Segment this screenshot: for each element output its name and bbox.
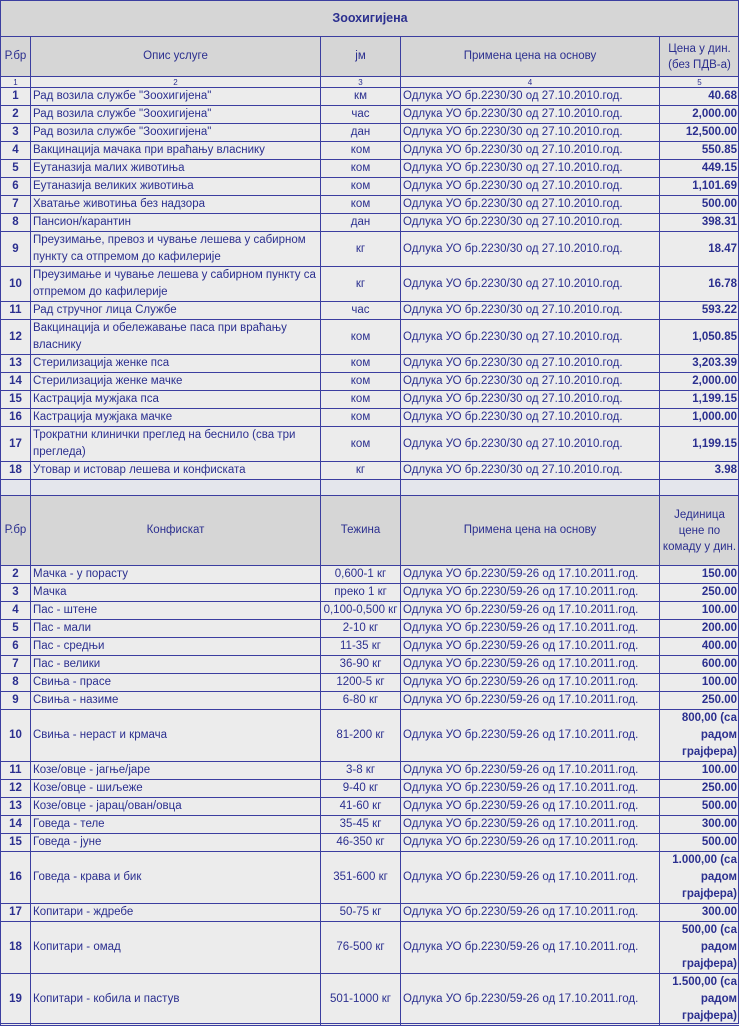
pricing-basis: Одлука УО бр.2230/30 од 27.10.2010.год. (401, 267, 660, 302)
confiscate-description: Козе/овце - јарац/ован/овца (31, 798, 321, 816)
row-number: 4 (1, 142, 31, 160)
price: 200.00 (660, 620, 739, 638)
row-number: 9 (1, 232, 31, 267)
service-description: Трократни клинички преглед на беснило (сва три прегледа) (31, 427, 321, 462)
weight: 501-1000 кг (321, 974, 401, 1026)
unit: дан (321, 214, 401, 232)
pricing-basis: Одлука УО бр.2230/59-26 од 17.10.2011.год. (401, 584, 660, 602)
unit: ком (321, 391, 401, 409)
header-price (660, 37, 739, 77)
table-row (1, 584, 739, 602)
pricing-basis: Одлука УО бр.2230/59-26 од 17.10.2011.год. (401, 974, 660, 1026)
table-row (1, 904, 739, 922)
pricing-basis: Одлука УО бр.2230/59-26 од 17.10.2011.год. (401, 798, 660, 816)
row-number: 10 (1, 710, 31, 762)
service-description: Стерилизација женке пса (31, 355, 321, 373)
table-row (1, 232, 739, 267)
unit: ком (321, 320, 401, 355)
confiscate-description: Копитари - кобила и пастув (31, 974, 321, 1026)
row-number: 13 (1, 355, 31, 373)
unit: ком (321, 409, 401, 427)
table-row (1, 834, 739, 852)
price: 300.00 (660, 904, 739, 922)
service-description: Вакцинација мачака при враћању власнику (31, 142, 321, 160)
table-row (1, 692, 739, 710)
pricing-basis: Одлука УО бр.2230/59-26 од 17.10.2011.год. (401, 620, 660, 638)
header-weight: Тежина (321, 496, 401, 566)
table-row (1, 142, 739, 160)
pricing-basis: Одлука УО бр.2230/30 од 27.10.2010.год. (401, 373, 660, 391)
service-description: Рад возила службе "Зоохигијена" (31, 124, 321, 142)
price: 18.47 (660, 232, 739, 267)
unit: ком (321, 427, 401, 462)
pricing-basis: Одлука УО бр.2230/30 од 27.10.2010.год. (401, 391, 660, 409)
table-row (1, 656, 739, 674)
service-description: Еутаназија малих животиња (31, 160, 321, 178)
price: 3.98 (660, 462, 739, 480)
pricing-basis: Одлука УО бр.2230/59-26 од 17.10.2011.год. (401, 816, 660, 834)
price: 400.00 (660, 638, 739, 656)
table-row (1, 974, 739, 1026)
unit: кг (321, 267, 401, 302)
header-desc: Конфискат (31, 496, 321, 566)
col-number: 1 (1, 77, 31, 88)
price: 3,203.39 (660, 355, 739, 373)
service-description: Преузимање и чување лешева у сабирном пункту са отпремом до кафилерије (31, 267, 321, 302)
confiscate-description: Свиња - назиме (31, 692, 321, 710)
services-table (0, 0, 739, 497)
table-row (1, 674, 739, 692)
empty-cell (321, 480, 401, 497)
service-description: Рад возила службе "Зоохигијена" (31, 88, 321, 106)
table-row (1, 106, 739, 124)
unit: ком (321, 373, 401, 391)
price: 40.68 (660, 88, 739, 106)
confiscate-description: Пас - мали (31, 620, 321, 638)
pricing-basis: Одлука УО бр.2230/59-26 од 17.10.2011.год. (401, 852, 660, 904)
pricing-basis: Одлука УО бр.2230/30 од 27.10.2010.год. (401, 160, 660, 178)
header-price-line1: Цена у дин. (662, 41, 737, 57)
service-description: Вакцинација и обележавање паса при враћању власнику (31, 320, 321, 355)
col-number: 4 (401, 77, 660, 88)
row-number: 16 (1, 852, 31, 904)
table-row (1, 816, 739, 834)
weight: 2-10 кг (321, 620, 401, 638)
pricing-basis: Одлука УО бр.2230/59-26 од 17.10.2011.год. (401, 922, 660, 974)
row-number: 15 (1, 391, 31, 409)
service-description: Хватање животиња без надзора (31, 196, 321, 214)
row-number: 16 (1, 409, 31, 427)
pricing-basis: Одлука УО бр.2230/59-26 од 17.10.2011.год. (401, 674, 660, 692)
row-number: 7 (1, 196, 31, 214)
pricing-basis: Одлука УО бр.2230/30 од 27.10.2010.год. (401, 196, 660, 214)
unit: кг (321, 232, 401, 267)
col-number: 5 (660, 77, 739, 88)
weight: преко 1 кг (321, 584, 401, 602)
price: 500.00 (660, 196, 739, 214)
confiscate-description: Говеда - теле (31, 816, 321, 834)
table-row (1, 620, 739, 638)
pricing-basis: Одлука УО бр.2230/59-26 од 17.10.2011.год. (401, 638, 660, 656)
price: 2,000.00 (660, 373, 739, 391)
unit: ком (321, 355, 401, 373)
row-number: 3 (1, 584, 31, 602)
table-row (1, 922, 739, 974)
col-number: 2 (31, 77, 321, 88)
weight: 6-80 кг (321, 692, 401, 710)
col-number: 3 (321, 77, 401, 88)
row-number: 17 (1, 427, 31, 462)
service-description: Еутаназија великих животиња (31, 178, 321, 196)
table-row (1, 780, 739, 798)
empty-cell (1, 480, 31, 497)
row-number: 7 (1, 656, 31, 674)
service-description: Кастрација мужјака мачке (31, 409, 321, 427)
weight: 1200-5 кг (321, 674, 401, 692)
unit: час (321, 106, 401, 124)
row-number: 3 (1, 124, 31, 142)
service-description: Преузимање, превоз и чување лешева у сабирном пункту са отпремом до кафилерије (31, 232, 321, 267)
pricing-basis: Одлука УО бр.2230/30 од 27.10.2010.год. (401, 178, 660, 196)
table-row (1, 638, 739, 656)
pricing-basis: Одлука УО бр.2230/59-26 од 17.10.2011.год. (401, 834, 660, 852)
table-row (1, 427, 739, 462)
pricing-basis: Одлука УО бр.2230/59-26 од 17.10.2011.год. (401, 762, 660, 780)
unit: кг (321, 462, 401, 480)
table-row (1, 302, 739, 320)
price: 500.00 (660, 798, 739, 816)
header-unit: јм (321, 37, 401, 77)
pricing-basis: Одлука УО бр.2230/30 од 27.10.2010.год. (401, 142, 660, 160)
price: 16.78 (660, 267, 739, 302)
weight: 50-75 кг (321, 904, 401, 922)
price: 100.00 (660, 762, 739, 780)
empty-cell (401, 480, 660, 497)
header-basis: Примена цена на основу (401, 37, 660, 77)
row-number: 12 (1, 780, 31, 798)
price: 1.000,00 (са радом грајфера) (660, 852, 739, 904)
unit: ком (321, 160, 401, 178)
table-row (1, 391, 739, 409)
unit: дан (321, 124, 401, 142)
confiscate-description: Пас - велики (31, 656, 321, 674)
pricing-basis: Одлука УО бр.2230/30 од 27.10.2010.год. (401, 355, 660, 373)
confiscate-description: Говеда - јуне (31, 834, 321, 852)
table-row (1, 320, 739, 355)
confiscate-description: Козе/овце - шиљеже (31, 780, 321, 798)
price: 1,050.85 (660, 320, 739, 355)
weight: 35-45 кг (321, 816, 401, 834)
pricing-basis: Одлука УО бр.2230/30 од 27.10.2010.год. (401, 409, 660, 427)
row-number: 11 (1, 302, 31, 320)
row-number: 17 (1, 904, 31, 922)
confiscate-description: Говеда - крава и бик (31, 852, 321, 904)
confiscate-table (0, 495, 739, 1026)
price: 500.00 (660, 834, 739, 852)
pricing-basis: Одлука УО бр.2230/30 од 27.10.2010.год. (401, 320, 660, 355)
table-row (1, 798, 739, 816)
table-row (1, 409, 739, 427)
pricing-basis: Одлука УО бр.2230/30 од 27.10.2010.год. (401, 232, 660, 267)
row-number: 18 (1, 462, 31, 480)
table-row (1, 710, 739, 762)
table-row (1, 267, 739, 302)
service-description: Рад стручног лица Службе (31, 302, 321, 320)
weight: 3-8 кг (321, 762, 401, 780)
price: 593.22 (660, 302, 739, 320)
price: 500,00 (са радом грајфера) (660, 922, 739, 974)
header-desc: Опис услуге (31, 37, 321, 77)
unit: час (321, 302, 401, 320)
row-number: 5 (1, 160, 31, 178)
confiscate-description: Пас - средњи (31, 638, 321, 656)
pricing-basis: Одлука УО бр.2230/59-26 од 17.10.2011.год. (401, 710, 660, 762)
table-row (1, 178, 739, 196)
pricing-basis: Одлука УО бр.2230/30 од 27.10.2010.год. (401, 106, 660, 124)
pricing-basis: Одлука УО бр.2230/30 од 27.10.2010.год. (401, 302, 660, 320)
price: 100.00 (660, 674, 739, 692)
header-unit-price: Јединица цене по комаду у дин. (660, 496, 739, 566)
weight: 0,600-1 кг (321, 566, 401, 584)
price: 600.00 (660, 656, 739, 674)
price: 250.00 (660, 692, 739, 710)
price: 300.00 (660, 816, 739, 834)
pricing-basis: Одлука УО бр.2230/59-26 од 17.10.2011.год. (401, 904, 660, 922)
price: 1,199.15 (660, 427, 739, 462)
table-row (1, 124, 739, 142)
row-number: 2 (1, 106, 31, 124)
confiscate-description: Козе/овце - јагње/јаре (31, 762, 321, 780)
confiscate-description: Свиња - нераст и крмача (31, 710, 321, 762)
price: 550.85 (660, 142, 739, 160)
service-description: Рад возила службе "Зоохигијена" (31, 106, 321, 124)
table-row (1, 160, 739, 178)
page-title: Зоохигијена (1, 1, 739, 37)
table-row (1, 355, 739, 373)
price: 1,101.69 (660, 178, 739, 196)
row-number: 18 (1, 922, 31, 974)
unit: км (321, 88, 401, 106)
pricing-basis: Одлука УО бр.2230/59-26 од 17.10.2011.год. (401, 602, 660, 620)
row-number: 11 (1, 762, 31, 780)
unit: ком (321, 142, 401, 160)
table-row (1, 214, 739, 232)
row-number: 1 (1, 88, 31, 106)
weight: 11-35 кг (321, 638, 401, 656)
price: 150.00 (660, 566, 739, 584)
price: 398.31 (660, 214, 739, 232)
empty-cell (31, 480, 321, 497)
pricing-basis: Одлука УО бр.2230/59-26 од 17.10.2011.год. (401, 780, 660, 798)
row-number: 14 (1, 816, 31, 834)
price: 1.500,00 (са радом грајфера) (660, 974, 739, 1026)
row-number: 8 (1, 674, 31, 692)
pricing-basis: Одлука УО бр.2230/59-26 од 17.10.2011.год. (401, 692, 660, 710)
price: 1,199.15 (660, 391, 739, 409)
header-price-line2: (без ПДВ-а) (662, 57, 737, 73)
row-number: 6 (1, 178, 31, 196)
confiscate-description: Мачка - у порасту (31, 566, 321, 584)
price: 800,00 (са радом грајфера) (660, 710, 739, 762)
header-no: Р.бр (1, 496, 31, 566)
weight: 351-600 кг (321, 852, 401, 904)
weight: 36-90 кг (321, 656, 401, 674)
service-description: Стерилизација женке мачке (31, 373, 321, 391)
row-number: 12 (1, 320, 31, 355)
pricing-basis: Одлука УО бр.2230/59-26 од 17.10.2011.год. (401, 566, 660, 584)
table-row (1, 462, 739, 480)
pricing-basis: Одлука УО бр.2230/59-26 од 17.10.2011.год. (401, 656, 660, 674)
pricing-basis: Одлука УО бр.2230/30 од 27.10.2010.год. (401, 427, 660, 462)
table-row (1, 566, 739, 584)
table-row (1, 196, 739, 214)
row-number: 6 (1, 638, 31, 656)
unit: ком (321, 196, 401, 214)
pricing-basis: Одлука УО бр.2230/30 од 27.10.2010.год. (401, 88, 660, 106)
price: 250.00 (660, 584, 739, 602)
weight: 76-500 кг (321, 922, 401, 974)
weight: 41-60 кг (321, 798, 401, 816)
price: 250.00 (660, 780, 739, 798)
price: 2,000.00 (660, 106, 739, 124)
weight: 81-200 кг (321, 710, 401, 762)
service-description: Утовар и истовар лешева и конфиската (31, 462, 321, 480)
price: 1,000.00 (660, 409, 739, 427)
empty-cell (660, 480, 739, 497)
row-number: 13 (1, 798, 31, 816)
table-row (1, 88, 739, 106)
confiscate-description: Свиња - прасе (31, 674, 321, 692)
table-row (1, 602, 739, 620)
header-no: Р.бр (1, 37, 31, 77)
table-row (1, 373, 739, 391)
header-basis: Примена цена на основу (401, 496, 660, 566)
confiscate-description: Мачка (31, 584, 321, 602)
price: 100.00 (660, 602, 739, 620)
price: 12,500.00 (660, 124, 739, 142)
row-number: 8 (1, 214, 31, 232)
pricing-basis: Одлука УО бр.2230/30 од 27.10.2010.год. (401, 214, 660, 232)
row-number: 9 (1, 692, 31, 710)
pricing-basis: Одлука УО бр.2230/30 од 27.10.2010.год. (401, 462, 660, 480)
pricing-basis: Одлука УО бр.2230/30 од 27.10.2010.год. (401, 124, 660, 142)
table-row (1, 762, 739, 780)
row-number: 14 (1, 373, 31, 391)
service-description: Кастрација мужјака пса (31, 391, 321, 409)
weight: 46-350 кг (321, 834, 401, 852)
confiscate-description: Копитари - омад (31, 922, 321, 974)
row-number: 2 (1, 566, 31, 584)
row-number: 4 (1, 602, 31, 620)
spacer-row (1, 480, 739, 497)
row-number: 5 (1, 620, 31, 638)
row-number: 15 (1, 834, 31, 852)
service-description: Пансион/карантин (31, 214, 321, 232)
weight: 0,100-0,500 кг (321, 602, 401, 620)
row-number: 10 (1, 267, 31, 302)
row-number: 19 (1, 974, 31, 1026)
table-row (1, 852, 739, 904)
price: 449.15 (660, 160, 739, 178)
unit: ком (321, 178, 401, 196)
weight: 9-40 кг (321, 780, 401, 798)
confiscate-description: Пас - штене (31, 602, 321, 620)
confiscate-description: Копитари - ждребе (31, 904, 321, 922)
